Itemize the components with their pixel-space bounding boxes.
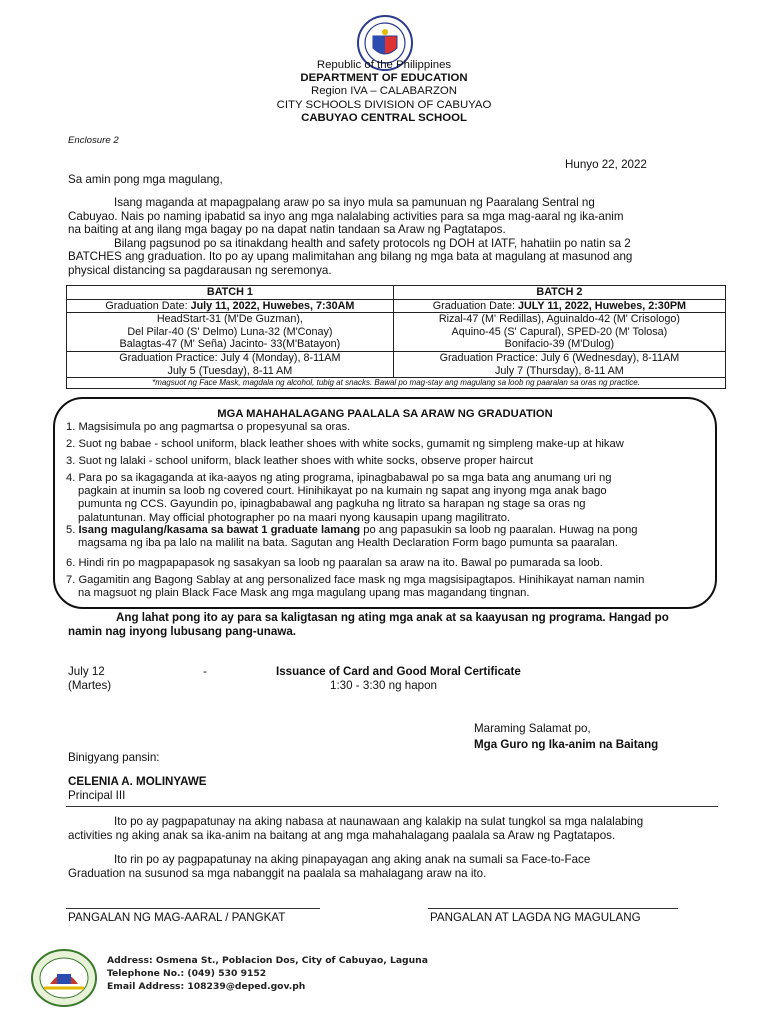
certify-line: Ito po ay pagpapatunay na aking nabasa at naunawaan ang kalakip na sulat tungkol sa mga nalalabing	[114, 815, 644, 828]
batch1-date	[67, 299, 394, 313]
batch1-sections	[67, 313, 394, 352]
school-logo-icon	[30, 948, 98, 1008]
student-signature-line	[66, 908, 320, 909]
reminder-item	[66, 574, 716, 600]
country-name: Republic of the Philippines	[316, 59, 452, 71]
school-name: CABUYAO CENTRAL SCHOOL	[301, 111, 467, 124]
batch2-header: BATCH 2	[393, 286, 725, 300]
student-name-label: PANGALAN NG MAG-AARAL / PANGKAT	[68, 911, 286, 924]
batch2-practice	[393, 351, 725, 377]
section-line: Rizal-47 (M' Redillas), Aguinaldo-42 (M' Crisologo)	[438, 313, 680, 326]
date-value: JULY 11, 2022, Huwebes, 2:30PM	[517, 299, 687, 312]
reminder-item	[66, 472, 716, 525]
letter-date: Hunyo 22, 2022	[565, 158, 647, 171]
schedule-date: July 12	[68, 665, 105, 678]
certify-line: activities ng aking anak sa ika-anim na baitang at ang mga mahahalagang paalala sa Araw ng Pagtatapos.	[68, 828, 616, 842]
principal-title: Principal III	[68, 789, 126, 802]
reminder-line: 7. Gagamitin ang Bagong Sablay at ang personalized face mask ng mga magsisipagtapos. Hinihikayat naman namin	[66, 574, 645, 586]
salutation: Sa amin pong mga magulang,	[68, 173, 223, 186]
intro-line: na baiting at ang ilang mga bagay po na dapat natin tandaan sa Araw ng Pagtatapos.	[68, 223, 506, 237]
section-line: Del Pilar-40 (S' Delmo) Luna-32 (M'Conay)	[127, 325, 333, 338]
reminder-line: na magsuot ng plain Black Face Mask ang mga magulang upang mas magandang tingnan.	[78, 587, 530, 600]
letterhead	[0, 59, 768, 125]
practice-line: July 7 (Thursday), 8-11 AM	[494, 364, 624, 377]
parent-name-label: PANGALAN AT LAGDA NG MAGULANG	[430, 911, 641, 924]
intro-line: Isang maganda at mapagpalang araw po sa inyo mula sa pamunuan ng Paaralang Sentral ng	[114, 196, 595, 209]
intro-line: Cabuyao. Nais po naming ipabatid sa inyo ang mga nalalabing activities para sa mga mag-aaral ng ika-anim	[68, 209, 624, 223]
region-name: Region IVA – CALABARZON	[310, 85, 458, 98]
intro-line: physical distancing sa pagdarausan ng seremonya.	[68, 263, 332, 277]
noted-label: Binigyang pansin:	[68, 751, 160, 764]
closing-statement	[68, 611, 728, 638]
reminder-item: 1. Magsisimula po ang pagmartsa o propesyunal sa oras.	[66, 421, 351, 433]
schedule-day: (Martes)	[68, 679, 112, 692]
enclosure-label: Enclosure 2	[68, 135, 119, 146]
schedule-event: Issuance of Card and Good Moral Certificate	[276, 665, 521, 678]
batch1-practice	[67, 351, 394, 377]
parent-signature-line	[428, 908, 678, 909]
intro-line: BATCHES ang graduation. Ito po ay upang malimitahan ang bilang ng mga bata at magulang at masunod ang	[68, 250, 633, 264]
thanks-text: Maraming Salamat po,	[474, 722, 591, 735]
footer-phone: Telephone No.: (049) 530 9152	[107, 968, 267, 979]
practice-line: Graduation Practice: July 4 (Monday), 8-11AM	[119, 351, 341, 364]
batch1-header: BATCH 1	[67, 286, 394, 300]
certify-line: Ito rin po ay pagpapatunay na aking pinapayagan ang aking anak na sumali sa Face-to-Face	[114, 853, 591, 867]
date-prefix: Graduation Date:	[432, 299, 518, 312]
schedule-time: 1:30 - 3:30 ng hapon	[330, 679, 438, 692]
section-line: Aquino-45 (S' Capural), SPED-20 (M' Tolosa)	[451, 325, 668, 338]
divider-line	[66, 806, 718, 807]
reminder-item: 3. Suot ng lalaki - school uniform, black leather shoes with white socks, observe proper haircut	[66, 455, 533, 467]
principal-name: CELENIA A. MOLINYAWE	[68, 775, 207, 788]
reminder-item: 6. Hindi rin po magpapapasok ng sasakyan sa loob ng paaralan sa araw na ito. Bawal po pumarada sa loob.	[66, 557, 603, 569]
closing-line: Ang lahat pong ito ay para sa kaligtasan ng ating mga anak at sa kaayusan ng programa. Hangad po	[116, 611, 669, 624]
certify-line: Graduation na susunod sa mga nabanggit na paalala sa mahalagang araw na ito.	[68, 866, 487, 880]
section-line: Bonifacio-39 (M'Dulog)	[504, 338, 615, 351]
closing-line: namin nag inyong lubusang pang-unawa.	[68, 624, 297, 638]
batch-schedule-table	[66, 285, 726, 389]
intro-line: Bilang pagsunod po sa itinakdang health and safety protocols ng DOH at IATF, hahatiin po natin sa 2	[114, 236, 631, 250]
section-line: HeadStart-31 (M'De Guzman),	[156, 313, 303, 326]
batch2-sections	[393, 313, 725, 352]
reminder-number: 5.	[66, 524, 79, 536]
batch2-date	[393, 299, 725, 313]
reminder-emphasis: Isang magulang/kasama sa bawat 1 graduate lamang	[78, 524, 361, 536]
date-value: July 11, 2022, Huwebes, 7:30AM	[190, 299, 355, 312]
section-line: Balagtas-47 (M' Seña) Jacinto- 33(M'Batayon)	[119, 338, 341, 351]
department-name: DEPARTMENT OF EDUCATION	[300, 72, 468, 85]
reminder-line: magsama ng iba pa lalo na malilit na bata. Sagutan ang Health Declaration Form bago pumunta sa paaralan.	[78, 537, 618, 550]
reminder-line: pagkain at inumin sa loob ng covered court. Hinihikayat po na kumain ng sapat ang inyong mga anak bago	[78, 485, 607, 498]
practice-note: *magsuot ng Face Mask, magdala ng alcohol, tubig at snacks. Bawal po mag-stay ang magulang sa loob ng paaralan sa oras ng practice.	[67, 378, 726, 389]
schedule-dash: -	[203, 665, 207, 678]
reminder-line: po ang papasukin sa loob ng paaralan. Huwag na pong	[360, 524, 638, 536]
teachers-signature: Mga Guro ng Ika-anim na Baitang	[474, 738, 659, 751]
footer-email: Email Address: 108239@deped.gov.ph	[107, 981, 306, 992]
reminder-line: pumunta ng CCS. Gayundin po, ipinagbabawal ang pagkuha ng litrato sa harapan ng stage sa oras ng	[78, 498, 586, 511]
reminder-line: 4. Para po sa ikagaganda at ika-aayos ng ating programa, ipinagbabawal po sa mga bata ang anumang uri ng	[66, 472, 612, 484]
reminder-line: palatuntunan. May official photographer po na maari nyong kausapin upang magilitrato.	[78, 511, 511, 524]
date-prefix: Graduation Date:	[105, 299, 191, 312]
reminders-title: MGA MAHAHALAGANG PAALALA SA ARAW NG GRADUATION	[217, 408, 553, 420]
footer-address: Address: Osmena St., Poblacion Dos, City of Cabuyao, Laguna	[107, 955, 428, 966]
division-name: CITY SCHOOLS DIVISION OF CABUYAO	[276, 98, 492, 111]
reminder-item	[66, 524, 716, 550]
certification-text	[68, 815, 728, 880]
reminder-item: 2. Suot ng babae - school uniform, black leather shoes with white socks, gumamit ng simpleng make-up at hikaw	[66, 438, 624, 450]
practice-line: Graduation Practice: July 6 (Wednesday), 8-11AM	[439, 351, 680, 364]
intro-text	[68, 196, 728, 278]
practice-line: July 5 (Tuesday), 8-11 AM	[167, 364, 293, 377]
